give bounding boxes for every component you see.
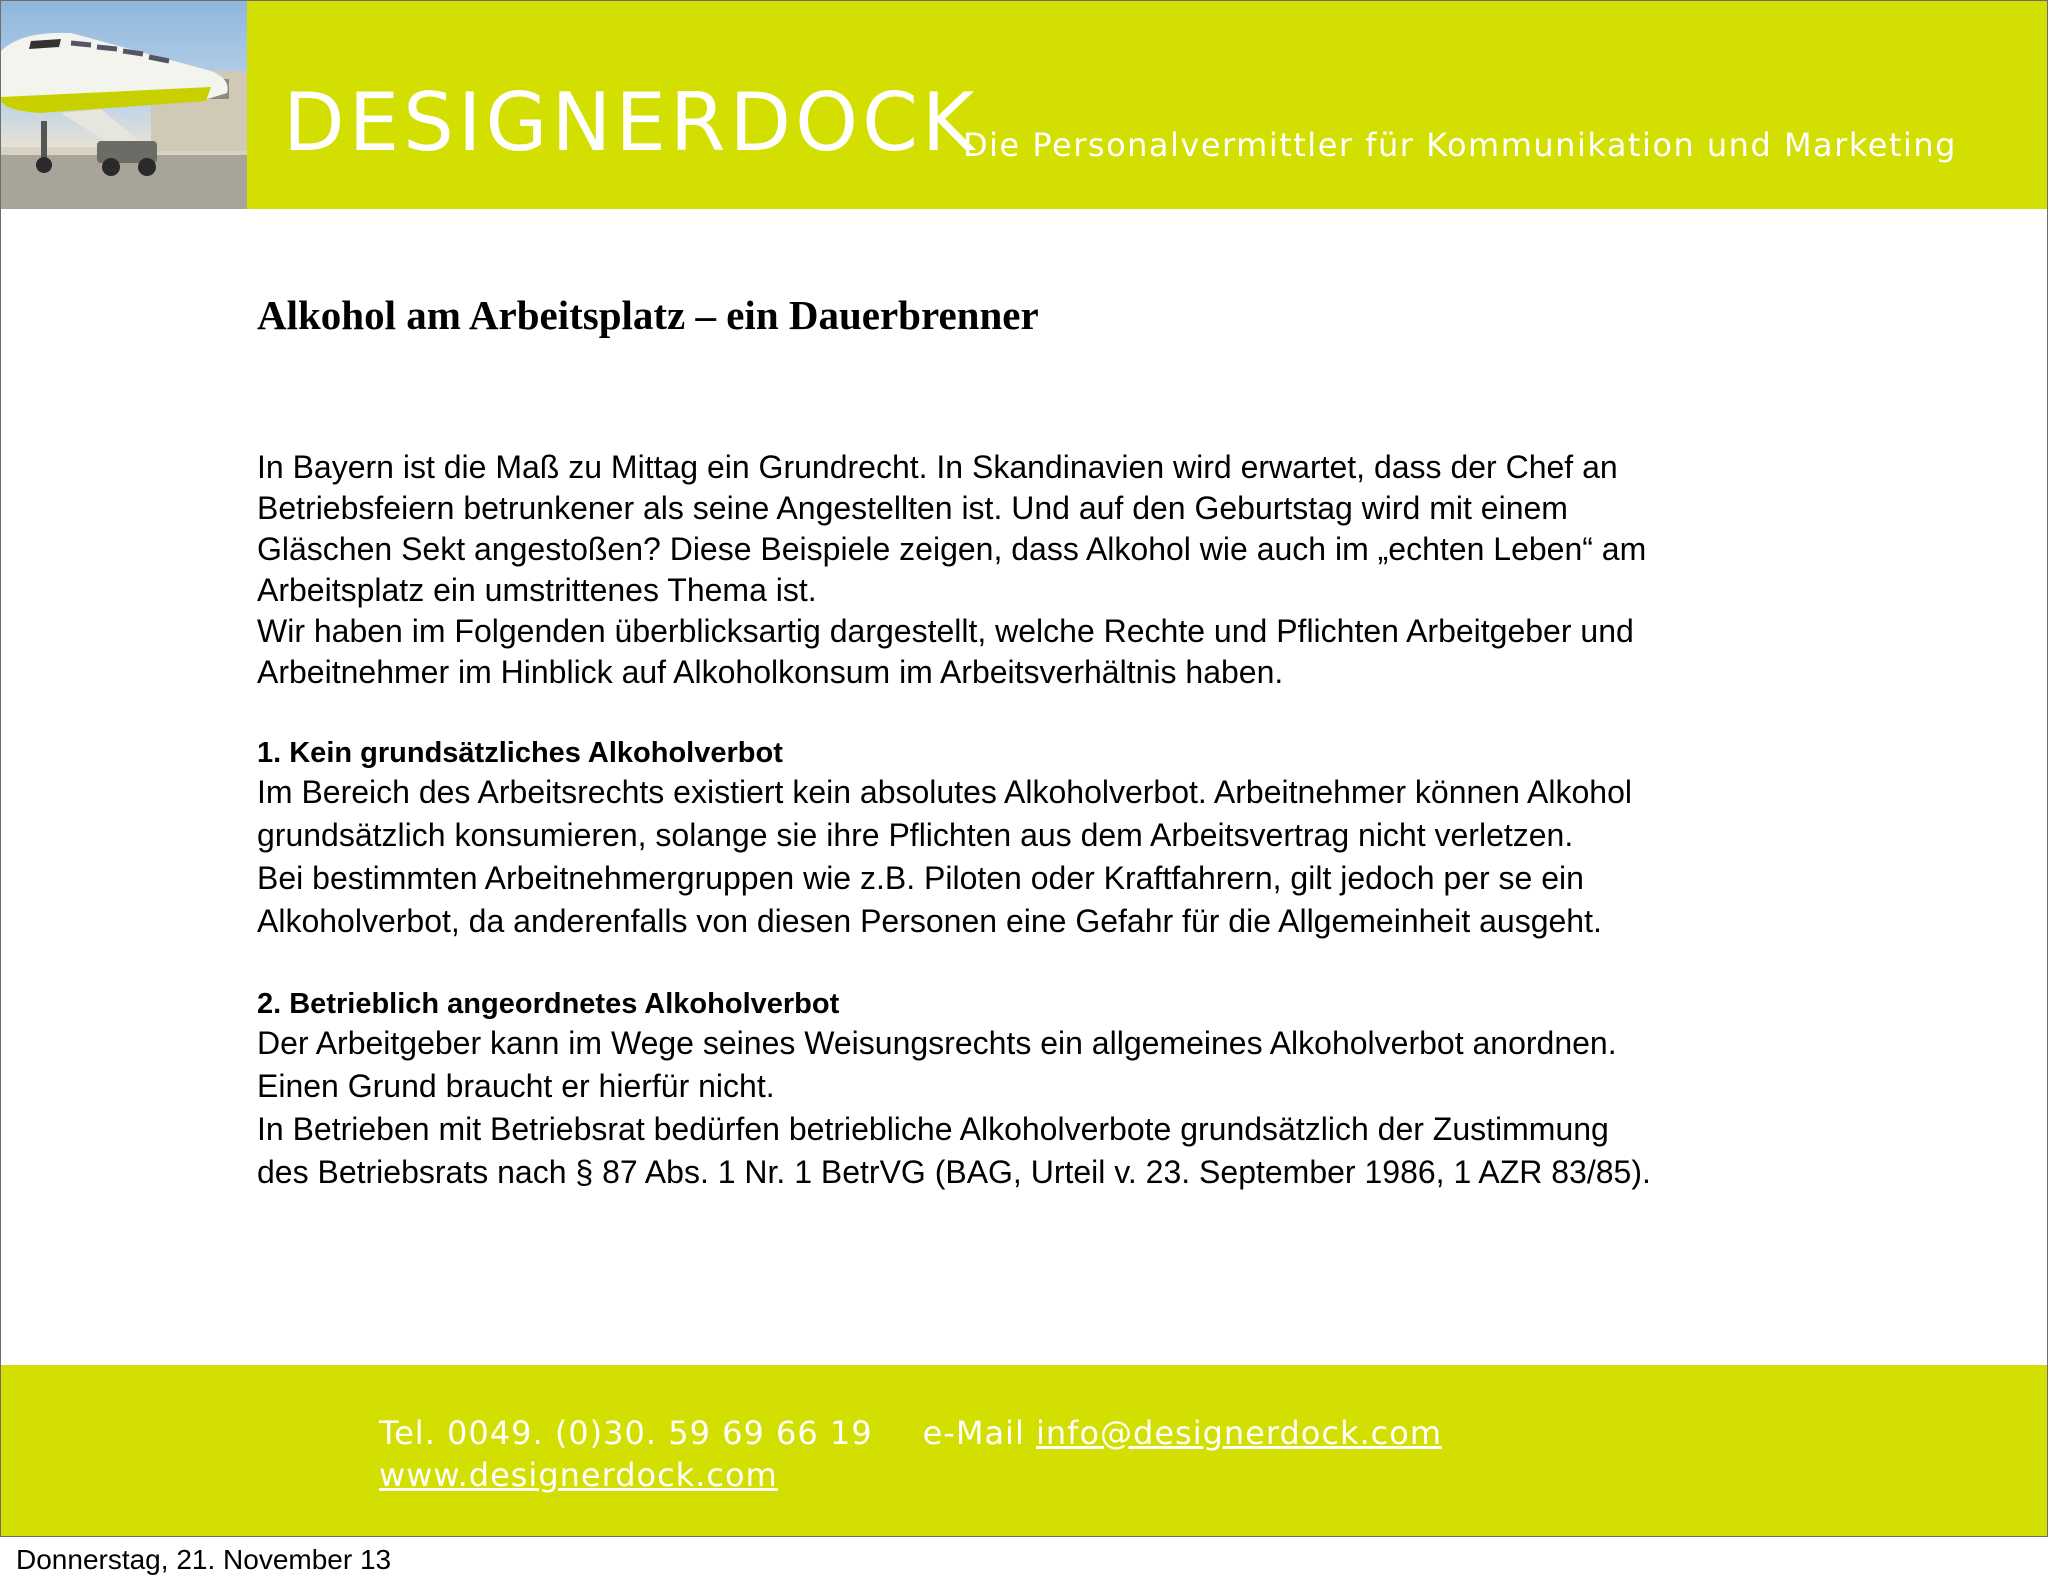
header-banner — [1, 1, 2047, 209]
website-link[interactable]: www.designerdock.com — [379, 1456, 778, 1494]
article-body — [257, 447, 1857, 1195]
intro-line: In Bayern ist die Maß zu Mittag ein Grundrecht. In Skandinavien wird erwartet, dass der Chef an — [257, 449, 1618, 485]
section-line: In Betrieben mit Betriebsrat bedürfen betriebliche Alkoholverbote grundsätzlich der Zustimmung — [257, 1111, 1609, 1147]
section-line: Alkoholverbot, da anderenfalls von diesen Personen eine Gefahr für die Allgemeinheit ausgeht. — [257, 903, 1602, 939]
intro-paragraph — [257, 447, 1857, 693]
section-line: Bei bestimmten Arbeitnehmergruppen wie z.B. Piloten oder Kraftfahrern, gilt jedoch per se ein — [257, 860, 1584, 896]
intro-line: Betriebsfeiern betrunkener als seine Angestellten ist. Und auf den Geburtstag wird mit einem — [257, 490, 1568, 526]
section-heading: 2. Betrieblich angeordnetes Alkoholverbot — [257, 988, 840, 1020]
section-heading: 1. Kein grundsätzliches Alkoholverbot — [257, 737, 783, 769]
date-label: Donnerstag, 21. November 13 — [16, 1544, 392, 1575]
page-title: Alkohol am Arbeitsplatz – ein Dauerbrenner — [257, 292, 1039, 338]
section-line: grundsätzlich konsumieren, solange sie ihre Pflichten aus dem Arbeitsvertrag nicht verletzen. — [257, 817, 1574, 853]
email-link[interactable]: info@designerdock.com — [1036, 1414, 1442, 1452]
section-2 — [257, 985, 1857, 1195]
phone-number: Tel. 0049. (0)30. 59 69 66 19 — [379, 1414, 873, 1452]
footer-banner — [1, 1365, 2047, 1536]
section-line: Der Arbeitgeber kann im Wege seines Weisungsrechts ein allgemeines Alkoholverbot anordnen. — [257, 1025, 1617, 1061]
section-1 — [257, 734, 1857, 944]
intro-line: Gläschen Sekt angestoßen? Diese Beispiele zeigen, dass Alkohol wie auch im „echten Leben“ am — [257, 531, 1647, 567]
brand-logo-text: DESIGNERDOCK — [283, 76, 979, 169]
intro-line: Wir haben im Folgenden überblicksartig dargestellt, welche Rechte und Pflichten Arbeitgeber und — [257, 613, 1634, 649]
airplane-photo — [1, 1, 247, 209]
website-line — [379, 1456, 778, 1494]
intro-line: Arbeitsplatz ein umstrittenes Thema ist. — [257, 572, 817, 608]
section-line: Einen Grund braucht er hierfür nicht. — [257, 1068, 775, 1104]
intro-line: Arbeitnehmer im Hinblick auf Alkoholkonsum im Arbeitsverhältnis haben. — [257, 654, 1284, 690]
section-line: des Betriebsrats nach § 87 Abs. 1 Nr. 1 BetrVG (BAG, Urteil v. 23. September 1986, 1 AZR 83/85). — [257, 1154, 1651, 1190]
brand-tagline: Die Personalvermittler für Kommunikation und Marketing — [963, 126, 1957, 164]
email-label: e-Mail — [922, 1414, 1025, 1452]
section-line: Im Bereich des Arbeitsrechts existiert kein absolutes Alkoholverbot. Arbeitnehmer können Alkohol — [257, 774, 1632, 810]
contact-line — [379, 1414, 1442, 1452]
